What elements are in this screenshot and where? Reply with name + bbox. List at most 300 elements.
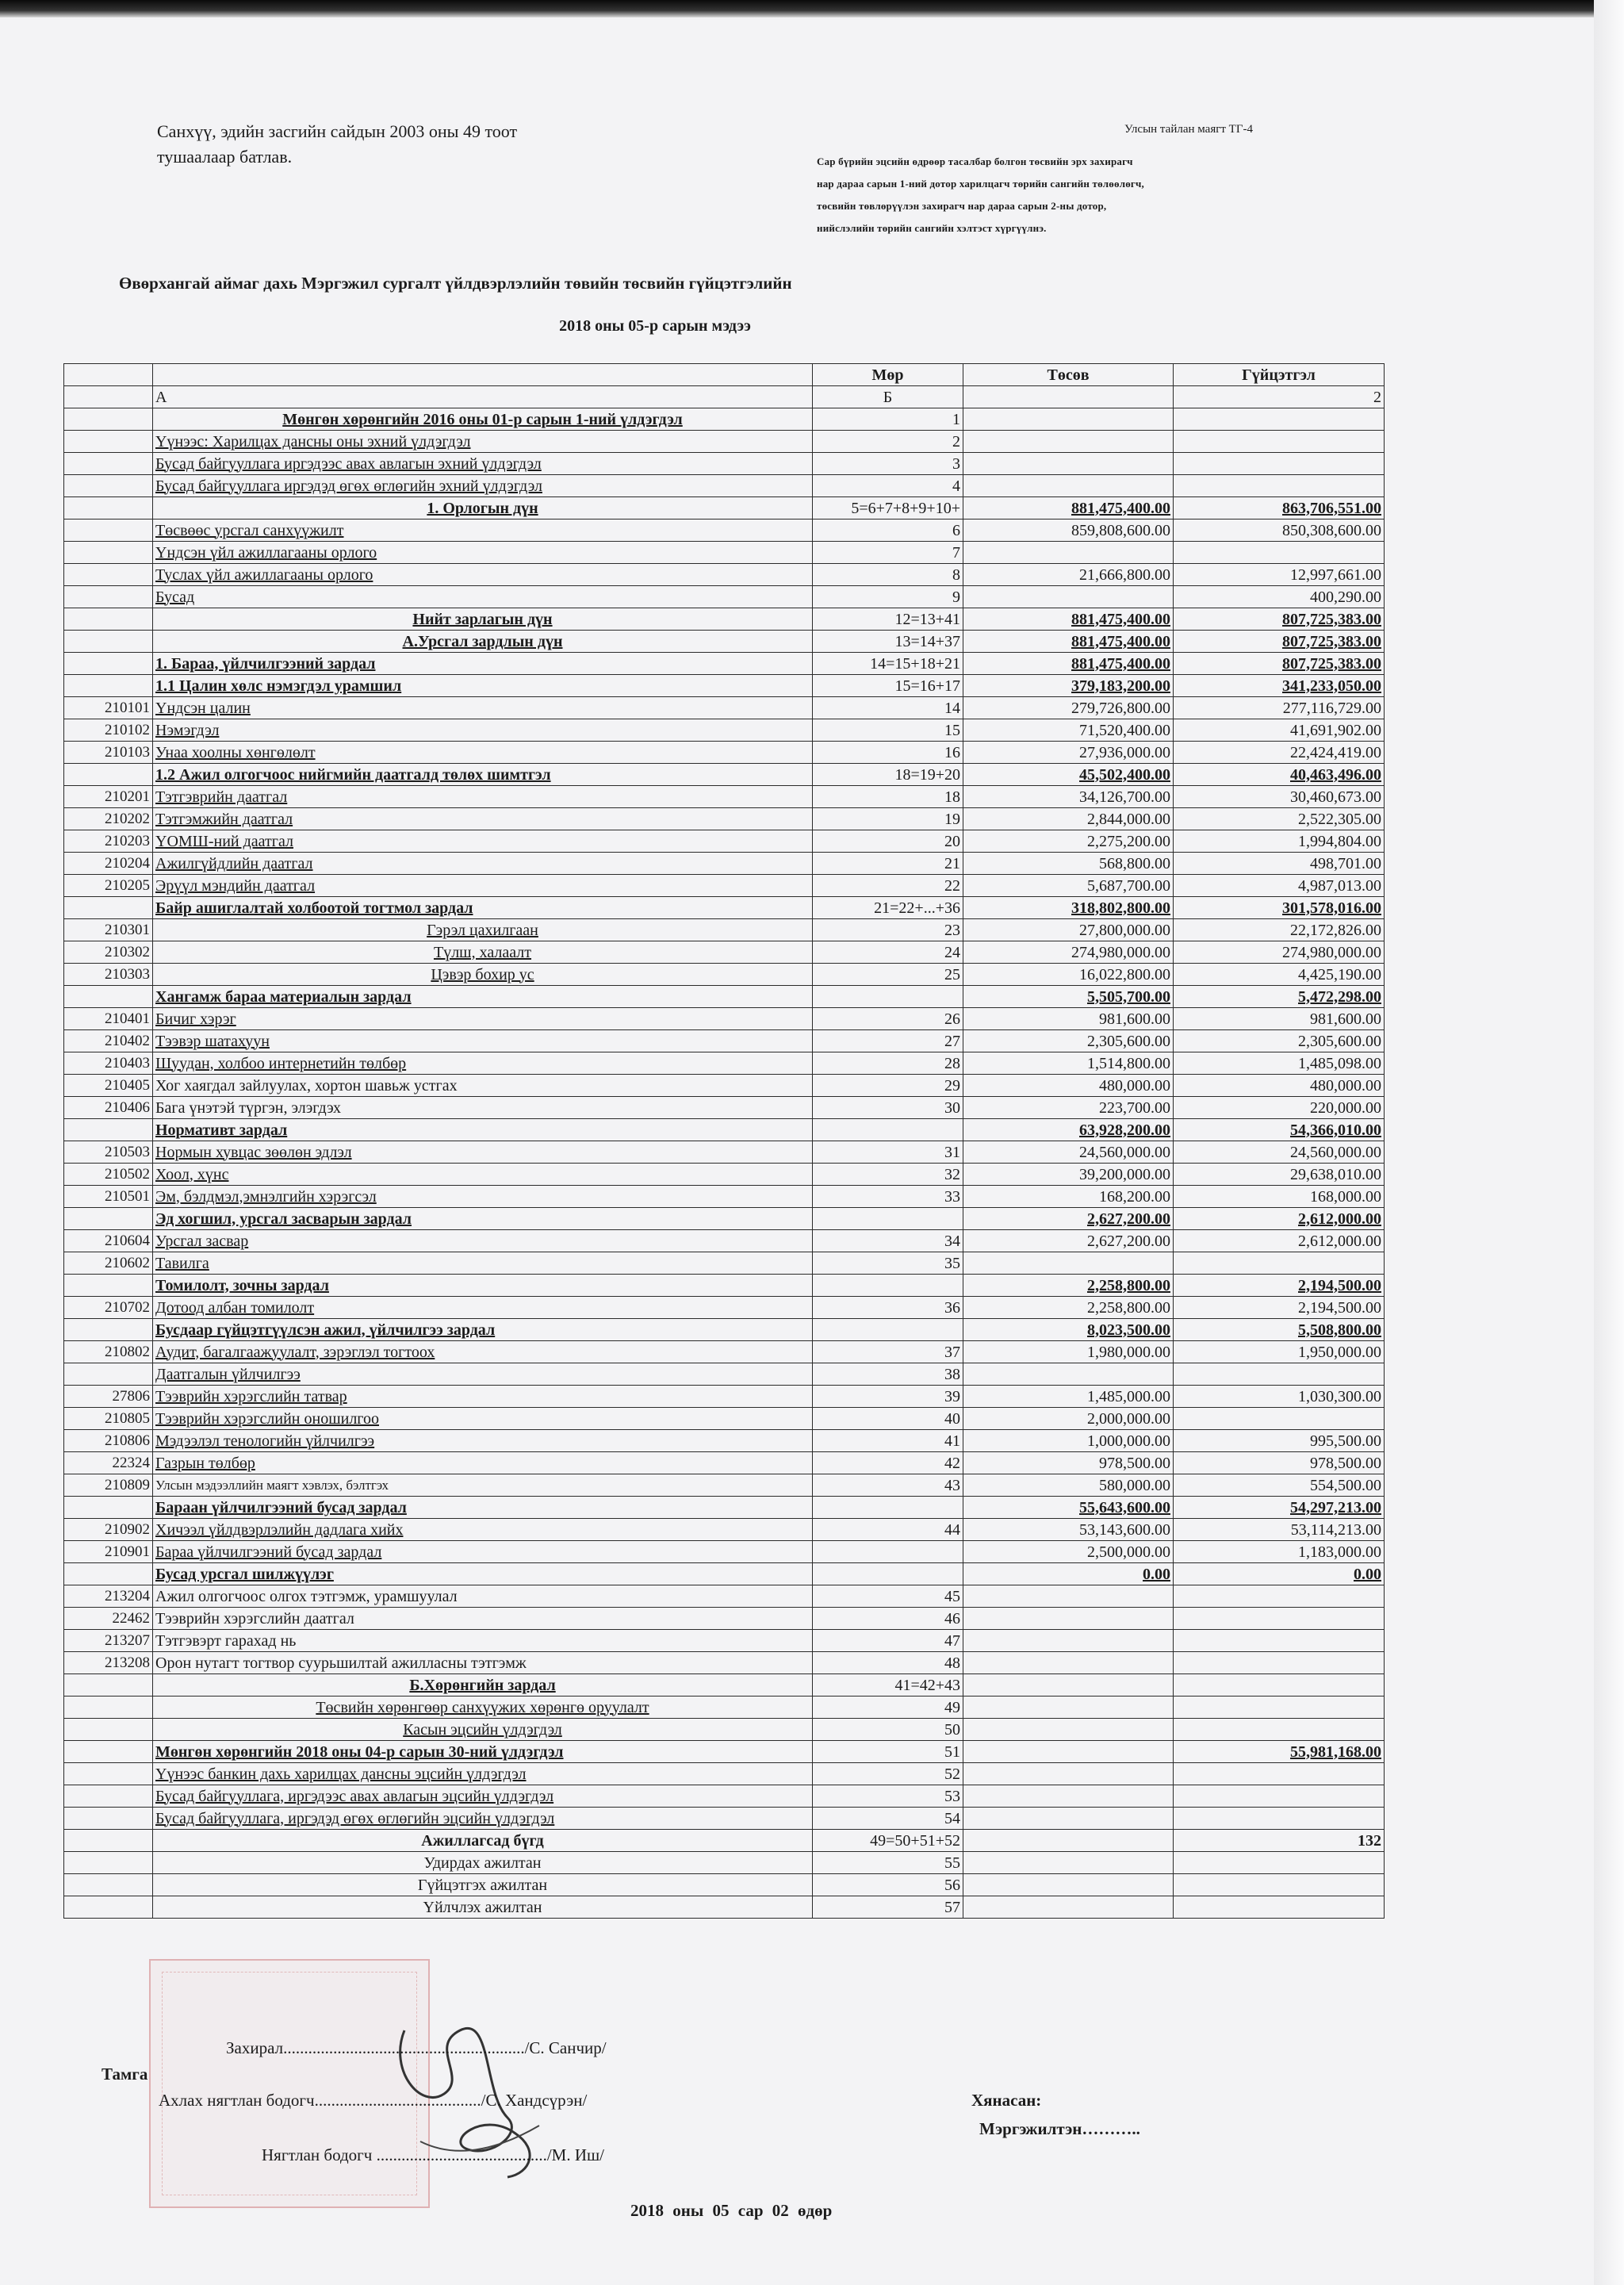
table-row (64, 1608, 1385, 1630)
table-row (64, 1763, 1385, 1785)
row-mor: 55 (813, 1852, 963, 1874)
row-budget: 27,936,000.00 (963, 742, 1174, 764)
row-code (64, 1874, 153, 1896)
row-code: 210809 (64, 1474, 153, 1497)
row-mor: 23 (813, 919, 963, 941)
table-row (64, 719, 1385, 742)
row-code (64, 653, 153, 675)
row-mor: 28 (813, 1052, 963, 1075)
row-name: Удирдах ажилтан (153, 1852, 813, 1874)
row-actual: 54,366,010.00 (1174, 1119, 1385, 1141)
row-actual (1174, 1852, 1385, 1874)
row-actual: 981,600.00 (1174, 1008, 1385, 1030)
note-line: нар дараа сарын 1-ний дотор харилцагч төрийн сангийн төлөөлөгч, (817, 178, 1144, 190)
row-actual: 220,000.00 (1174, 1097, 1385, 1119)
row-code: 210402 (64, 1030, 153, 1052)
row-budget: 2,258,800.00 (963, 1297, 1174, 1319)
row-code: 27806 (64, 1386, 153, 1408)
row-code (64, 1275, 153, 1297)
table-row (64, 1408, 1385, 1430)
row-code: 210604 (64, 1230, 153, 1252)
row-name: Ажиллагсад бүгд (153, 1830, 813, 1852)
row-mor: 7 (813, 542, 963, 564)
row-mor: 16 (813, 742, 963, 764)
row-code: 210405 (64, 1075, 153, 1097)
row-code (64, 1319, 153, 1341)
row-mor (813, 986, 963, 1008)
row-name: 1.2 Ажил олгогчоос нийгмийн даатгалд төлөх шимтгэл (153, 764, 813, 786)
row-mor (813, 1119, 963, 1141)
row-mor: 42 (813, 1452, 963, 1474)
row-name: Тээвэр шатахуун (153, 1030, 813, 1052)
row-actual: 132 (1174, 1830, 1385, 1852)
table-row (64, 408, 1385, 431)
row-budget: 480,000.00 (963, 1075, 1174, 1097)
row-mor: 3 (813, 453, 963, 475)
row-actual (1174, 1608, 1385, 1630)
row-code: 210502 (64, 1164, 153, 1186)
row-mor: 1 (813, 408, 963, 431)
row-code (64, 431, 153, 453)
row-actual: 5,508,800.00 (1174, 1319, 1385, 1341)
row-actual (1174, 1874, 1385, 1896)
row-budget (963, 408, 1174, 431)
row-actual (1174, 1630, 1385, 1652)
table-row (64, 964, 1385, 986)
row-budget (963, 431, 1174, 453)
row-actual (1174, 1696, 1385, 1719)
table-row (64, 1519, 1385, 1541)
note-line: төсвийн төвлөрүүлэн захирагч нар дараа сарын 2-ны дотор, (817, 200, 1107, 212)
row-actual (1174, 408, 1385, 431)
row-actual: 0.00 (1174, 1563, 1385, 1585)
table-row (64, 786, 1385, 808)
row-code: 210503 (64, 1141, 153, 1164)
table-row (64, 653, 1385, 675)
row-actual (1174, 1252, 1385, 1275)
row-actual: 4,425,190.00 (1174, 964, 1385, 986)
row-mor: 18 (813, 786, 963, 808)
row-code (64, 1696, 153, 1719)
row-mor: 44 (813, 1519, 963, 1541)
row-code: 210806 (64, 1430, 153, 1452)
row-budget: 8,023,500.00 (963, 1319, 1174, 1341)
row-name: Бусад байгууллага иргэдэд өгөх өглөгийн эхний үлдэгдэл (153, 475, 813, 497)
row-budget: 881,475,400.00 (963, 497, 1174, 519)
table-row (64, 1097, 1385, 1119)
row-code (64, 1563, 153, 1585)
row-code: 210301 (64, 919, 153, 941)
row-code: 210406 (64, 1097, 153, 1119)
row-actual: 2,305,600.00 (1174, 1030, 1385, 1052)
table-row (64, 675, 1385, 697)
row-mor: 41 (813, 1430, 963, 1452)
row-actual: 807,725,383.00 (1174, 653, 1385, 675)
table-row (64, 919, 1385, 941)
table-row (64, 564, 1385, 586)
table-row (64, 1363, 1385, 1386)
stamp-label: Тамга (102, 2065, 148, 2084)
row-name: Эрүүл мэндийн даатгал (153, 875, 813, 897)
row-budget: 55,643,600.00 (963, 1497, 1174, 1519)
row-budget: 53,143,600.00 (963, 1519, 1174, 1541)
row-budget: 881,475,400.00 (963, 653, 1174, 675)
row-actual: 400,290.00 (1174, 586, 1385, 608)
row-code: 22462 (64, 1608, 153, 1630)
table-row (64, 1674, 1385, 1696)
row-name: 1. Орлогын дүн (153, 497, 813, 519)
row-budget: 34,126,700.00 (963, 786, 1174, 808)
table-row (64, 764, 1385, 786)
row-budget (963, 1719, 1174, 1741)
table-header-row (64, 364, 1385, 386)
row-budget: 859,808,600.00 (963, 519, 1174, 542)
table-row (64, 1585, 1385, 1608)
table-row (64, 1741, 1385, 1763)
row-mor: 15=16+17 (813, 675, 963, 697)
row-budget (963, 1830, 1174, 1852)
row-mor: 48 (813, 1652, 963, 1674)
table-row (64, 1563, 1385, 1585)
row-mor: 32 (813, 1164, 963, 1186)
row-actual (1174, 542, 1385, 564)
table-row (64, 1474, 1385, 1497)
row-code (64, 1674, 153, 1696)
row-name: Нийт зарлагын дүн (153, 608, 813, 631)
row-actual: 22,424,419.00 (1174, 742, 1385, 764)
row-actual (1174, 431, 1385, 453)
form-info (817, 123, 1293, 240)
row-name: А (153, 386, 813, 408)
report-date: 2018 оны 05 сар 02 өдөр (630, 2201, 833, 2220)
row-actual: 1,485,098.00 (1174, 1052, 1385, 1075)
row-code (64, 386, 153, 408)
row-actual: 41,691,902.00 (1174, 719, 1385, 742)
row-actual (1174, 1408, 1385, 1430)
note-line: Сар бүрийн эцсийн өдрөөр тасалбар болгон төсвийн эрх захирагч (817, 155, 1133, 167)
row-name: 1. Бараа, үйлчилгээний зардал (153, 653, 813, 675)
row-name: Газрын төлбөр (153, 1452, 813, 1474)
row-name: Нормын хувцас зөөлөн эдлэл (153, 1141, 813, 1164)
table-row (64, 986, 1385, 1008)
row-actual (1174, 1785, 1385, 1808)
row-mor: 14 (813, 697, 963, 719)
budget-report-table (63, 363, 1385, 1919)
note-line: нийслэлийн төрийн сангийн хэлтэст хүргүүлнэ. (817, 222, 1047, 234)
table-row (64, 1541, 1385, 1563)
table-row (64, 1808, 1385, 1830)
row-mor: 57 (813, 1896, 963, 1919)
row-budget: 71,520,400.00 (963, 719, 1174, 742)
row-mor (813, 1275, 963, 1297)
form-code: Улсын тайлан маягт ТГ-4 (1124, 123, 1254, 136)
table-row (64, 1630, 1385, 1652)
row-actual: 12,997,661.00 (1174, 564, 1385, 586)
row-code (64, 631, 153, 653)
row-budget (963, 542, 1174, 564)
row-budget (963, 1874, 1174, 1896)
row-code: 210204 (64, 853, 153, 875)
row-code (64, 1741, 153, 1763)
table-row (64, 1008, 1385, 1030)
row-code: 210303 (64, 964, 153, 986)
scan-right-edge (1594, 0, 1624, 2285)
table-row (64, 631, 1385, 653)
row-budget: 168,200.00 (963, 1186, 1174, 1208)
report-subtitle: 2018 оны 05-р сарын мэдээ (559, 317, 751, 335)
row-budget (963, 475, 1174, 497)
row-name: Хичээл үйлдвэрлэлийн дадлага хийх (153, 1519, 813, 1541)
row-code: 210401 (64, 1008, 153, 1030)
table-row (64, 519, 1385, 542)
row-budget: 881,475,400.00 (963, 631, 1174, 653)
row-budget (963, 1674, 1174, 1696)
row-name: Бусад байгууллага, иргэдэд өгөх өглөгийн эцсийн үлдэгдэл (153, 1808, 813, 1830)
row-actual: 30,460,673.00 (1174, 786, 1385, 808)
row-code: 210602 (64, 1252, 153, 1275)
row-budget: 2,500,000.00 (963, 1541, 1174, 1563)
table-row (64, 1252, 1385, 1275)
row-name: Ажилгүйдлийн даатгал (153, 853, 813, 875)
row-mor: Б (813, 386, 963, 408)
row-name: Тэтгэмжийн даатгал (153, 808, 813, 830)
row-mor: 22 (813, 875, 963, 897)
row-name: Мөнгөн хөрөнгийн 2016 оны 01-р сарын 1-ний үлдэгдэл (153, 408, 813, 431)
table-row (64, 1119, 1385, 1141)
row-budget: 379,183,200.00 (963, 675, 1174, 697)
row-mor: 53 (813, 1785, 963, 1808)
row-budget: 318,802,800.00 (963, 897, 1174, 919)
table-row (64, 1874, 1385, 1896)
row-mor: 38 (813, 1363, 963, 1386)
table-row (64, 1319, 1385, 1341)
row-code: 210203 (64, 830, 153, 853)
table-row (64, 608, 1385, 631)
table-row (64, 742, 1385, 764)
row-name: Бараа үйлчилгээний бусад зардал (153, 1541, 813, 1563)
column-header-actual: Гүйцэтгэл (1174, 364, 1385, 386)
table-row (64, 1497, 1385, 1519)
row-name: Түлш, халаалт (153, 941, 813, 964)
row-budget (963, 1630, 1174, 1652)
table-row (64, 431, 1385, 453)
row-name: Эд хогшил, урсгал засварын зардал (153, 1208, 813, 1230)
row-mor: 52 (813, 1763, 963, 1785)
row-mor: 15 (813, 719, 963, 742)
row-budget: 5,687,700.00 (963, 875, 1174, 897)
row-actual: 301,578,016.00 (1174, 897, 1385, 919)
table-row (64, 1186, 1385, 1208)
row-actual: 863,706,551.00 (1174, 497, 1385, 519)
table-row (64, 542, 1385, 564)
row-code: 210802 (64, 1341, 153, 1363)
row-name: Үүнээс банкин дахь харилцах дансны эцсийн үлдэгдэл (153, 1763, 813, 1785)
row-code: 210702 (64, 1297, 153, 1319)
row-actual: 554,500.00 (1174, 1474, 1385, 1497)
row-code: 210201 (64, 786, 153, 808)
row-mor: 35 (813, 1252, 963, 1275)
row-budget (963, 1741, 1174, 1763)
row-name: Байр ашиглалтай холбоотой тогтмол зардал (153, 897, 813, 919)
row-mor: 45 (813, 1585, 963, 1608)
row-mor: 25 (813, 964, 963, 986)
row-actual: 55,981,168.00 (1174, 1741, 1385, 1763)
row-budget: 2,627,200.00 (963, 1230, 1174, 1252)
row-mor: 33 (813, 1186, 963, 1208)
row-name: Эм, бэлдмэл,эмнэлгийн хэрэгсэл (153, 1186, 813, 1208)
row-actual: 1,183,000.00 (1174, 1541, 1385, 1563)
row-mor (813, 1208, 963, 1230)
row-code (64, 497, 153, 519)
row-name: Тэтгэврийн даатгал (153, 786, 813, 808)
row-mor: 43 (813, 1474, 963, 1497)
row-actual: 24,560,000.00 (1174, 1141, 1385, 1164)
table-row (64, 1830, 1385, 1852)
row-code (64, 519, 153, 542)
row-actual: 978,500.00 (1174, 1452, 1385, 1474)
table-row (64, 1275, 1385, 1297)
row-budget: 24,560,000.00 (963, 1141, 1174, 1164)
row-code (64, 986, 153, 1008)
approval-line: тушаалаар батлав. (157, 147, 293, 167)
row-mor: 24 (813, 941, 963, 964)
row-actual: 1,030,300.00 (1174, 1386, 1385, 1408)
table-row (64, 586, 1385, 608)
row-code: 210901 (64, 1541, 153, 1563)
row-actual (1174, 453, 1385, 475)
row-budget: 27,800,000.00 (963, 919, 1174, 941)
row-budget: 279,726,800.00 (963, 697, 1174, 719)
table-row (64, 897, 1385, 919)
table-row (64, 941, 1385, 964)
row-name: А.Урсгал зардлын дүн (153, 631, 813, 653)
row-name: Улсын мэдээллийн маягт хэвлэх, бэлтгэх (153, 1474, 813, 1497)
row-mor: 14=15+18+21 (813, 653, 963, 675)
table-row (64, 1430, 1385, 1452)
row-budget: 2,000,000.00 (963, 1408, 1174, 1430)
row-budget (963, 1808, 1174, 1830)
row-mor: 39 (813, 1386, 963, 1408)
row-name: ҮОМШ-ний даатгал (153, 830, 813, 853)
row-actual: 498,701.00 (1174, 853, 1385, 875)
row-mor: 8 (813, 564, 963, 586)
table-row (64, 1052, 1385, 1075)
row-code (64, 764, 153, 786)
row-name: 1.1 Цалин хөлс нэмэгдэл урамшил (153, 675, 813, 697)
checked-label: Хянасан: (971, 2091, 1042, 2110)
row-budget: 63,928,200.00 (963, 1119, 1174, 1141)
row-actual: 2,612,000.00 (1174, 1230, 1385, 1252)
row-budget: 223,700.00 (963, 1097, 1174, 1119)
row-budget (963, 1652, 1174, 1674)
row-code: 210101 (64, 697, 153, 719)
row-budget (963, 386, 1174, 408)
row-code (64, 897, 153, 919)
table-row (64, 1164, 1385, 1186)
row-code: 210805 (64, 1408, 153, 1430)
row-mor: 9 (813, 586, 963, 608)
row-mor: 41=42+43 (813, 1674, 963, 1696)
row-actual: 22,172,826.00 (1174, 919, 1385, 941)
row-budget: 568,800.00 (963, 853, 1174, 875)
table-row (64, 1452, 1385, 1474)
row-actual: 4,987,013.00 (1174, 875, 1385, 897)
row-actual: 54,297,213.00 (1174, 1497, 1385, 1519)
row-budget: 45,502,400.00 (963, 764, 1174, 786)
row-actual (1174, 1808, 1385, 1830)
table-row (64, 808, 1385, 830)
row-name: Нормативт зардал (153, 1119, 813, 1141)
row-code: 210202 (64, 808, 153, 830)
table-row (64, 1030, 1385, 1052)
row-mor: 19 (813, 808, 963, 830)
row-name: Бусдаар гүйцэтгүүлсэн ажил, үйлчилгээ зардал (153, 1319, 813, 1341)
approval-note (157, 119, 517, 170)
row-mor: 34 (813, 1230, 963, 1252)
row-name: Туслах үйл ажиллагааны орлого (153, 564, 813, 586)
row-mor: 21=22+...+36 (813, 897, 963, 919)
row-name: Мөнгөн хөрөнгийн 2018 оны 04-р сарын 30-ний үлдэгдэл (153, 1741, 813, 1763)
row-mor: 49 (813, 1696, 963, 1719)
row-budget: 1,980,000.00 (963, 1341, 1174, 1363)
row-budget (963, 1363, 1174, 1386)
row-budget: 580,000.00 (963, 1474, 1174, 1497)
table-row (64, 1141, 1385, 1164)
row-name: Мэдээлэл тенологийн үйлчилгээ (153, 1430, 813, 1452)
row-mor: 46 (813, 1608, 963, 1630)
row-mor: 2 (813, 431, 963, 453)
row-budget: 0.00 (963, 1563, 1174, 1585)
row-mor (813, 1497, 963, 1519)
row-code: 210103 (64, 742, 153, 764)
row-actual: 29,638,010.00 (1174, 1164, 1385, 1186)
row-mor: 27 (813, 1030, 963, 1052)
row-budget: 39,200,000.00 (963, 1164, 1174, 1186)
row-mor: 30 (813, 1097, 963, 1119)
row-budget: 2,305,600.00 (963, 1030, 1174, 1052)
row-name: Гэрэл цахилгаан (153, 919, 813, 941)
row-code (64, 1896, 153, 1919)
row-budget: 1,514,800.00 (963, 1052, 1174, 1075)
row-code: 210403 (64, 1052, 153, 1075)
row-code: 213208 (64, 1652, 153, 1674)
row-name: Бичиг хэрэг (153, 1008, 813, 1030)
row-code (64, 1497, 153, 1519)
row-name: Үйлчлэх ажилтан (153, 1896, 813, 1919)
row-code (64, 453, 153, 475)
row-budget: 16,022,800.00 (963, 964, 1174, 986)
row-actual (1174, 1719, 1385, 1741)
table-row (64, 1652, 1385, 1674)
row-budget: 2,275,200.00 (963, 830, 1174, 853)
row-code (64, 675, 153, 697)
row-name: Цэвэр бохир ус (153, 964, 813, 986)
row-code (64, 564, 153, 586)
row-name: Урсгал засвар (153, 1230, 813, 1252)
accountant-signature-line: Нягтлан бодогч ........................................./М. Иш/ (262, 2145, 604, 2164)
table-row (64, 875, 1385, 897)
row-actual (1174, 1896, 1385, 1919)
column-header-budget: Төсөв (963, 364, 1174, 386)
row-code: 210501 (64, 1186, 153, 1208)
row-actual: 1,950,000.00 (1174, 1341, 1385, 1363)
row-name: Төсвийн хөрөнгөөр санхүүжих хөрөнгө оруулалт (153, 1696, 813, 1719)
row-budget: 5,505,700.00 (963, 986, 1174, 1008)
row-name: Үндсэн үйл ажиллагааны орлого (153, 542, 813, 564)
row-budget: 881,475,400.00 (963, 608, 1174, 631)
row-mor: 40 (813, 1408, 963, 1430)
table-row (64, 1386, 1385, 1408)
